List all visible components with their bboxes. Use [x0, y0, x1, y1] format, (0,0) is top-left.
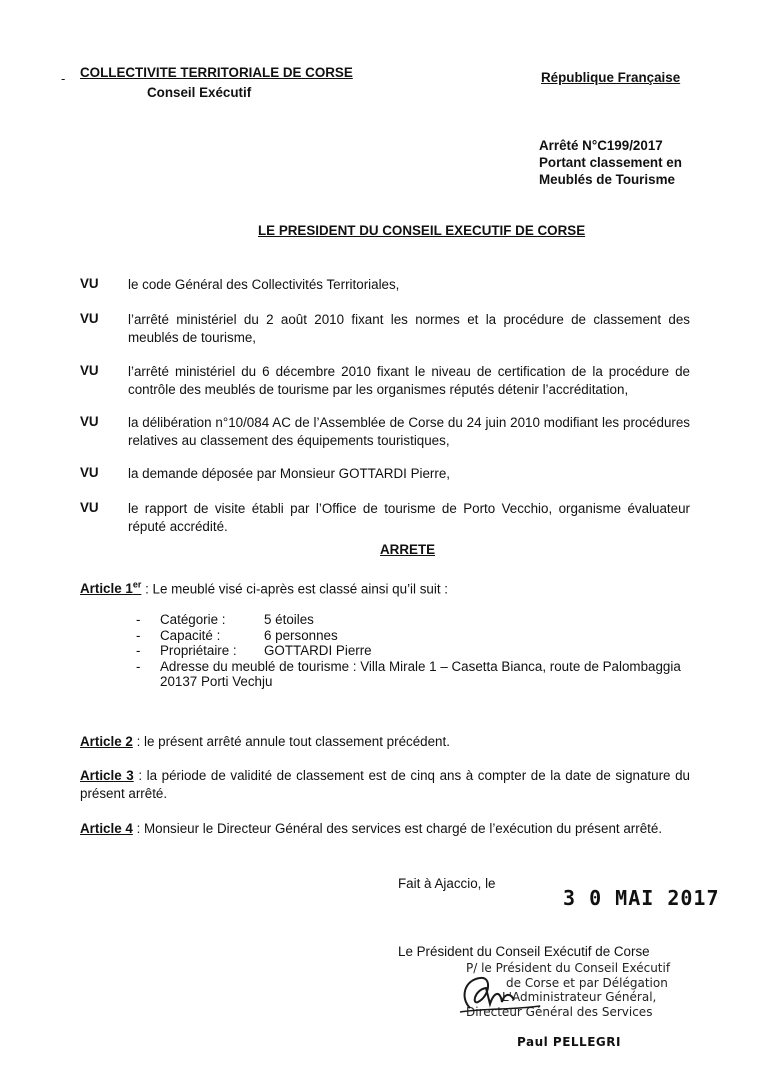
stamp-line-4: Directeur Général des Services — [466, 1004, 653, 1019]
category-label: Catégorie : — [160, 612, 226, 627]
capacity-label: Capacité : — [160, 627, 221, 643]
decree-subject-line-2: Meublés de Tourisme — [539, 172, 675, 187]
consideration-text: l’arrêté ministériel du 6 décembre 2010 fixant le niveau de certification de la procédure de contrôle des meublés de tourisme par les organismes réputés détenir l’accréditation, — [128, 364, 690, 397]
consideration-text: le code Général des Collectivités Territoriales, — [128, 277, 400, 292]
margin-dash: - — [61, 71, 66, 86]
article-1-label: Article 1er — [80, 580, 142, 597]
organization-subtitle: Conseil Exécutif — [147, 85, 252, 100]
signatory-title: Le Président du Conseil Exécutif de Corse — [398, 944, 650, 959]
vu-label: VU — [80, 311, 99, 326]
article-4-text: : Monsieur le Directeur Général des services est chargé de l’exécution du présent arrêté. — [132, 821, 663, 836]
president-title: LE PRESIDENT DU CONSEIL EXECUTIF DE CORSE — [258, 223, 586, 238]
article-2 — [80, 733, 690, 751]
owner-value: GOTTARDI Pierre — [264, 643, 372, 658]
owner-label: Propriétaire : — [160, 643, 237, 658]
stamp-line-2: de Corse et par Délégation — [506, 975, 668, 990]
article-3-label: Article 3 — [80, 768, 134, 783]
consideration-text: la délibération n°10/084 AC de l’Assemblée de Corse du 24 juin 2010 modifiant les procédures relatives au classement des équipements touristiques, — [128, 415, 690, 448]
article-2-text: : le présent arrêté annule tout classement précédent. — [132, 734, 450, 749]
article-4-label: Article 4 — [80, 821, 133, 836]
address-line-2: 20137 Porti Vechju — [160, 674, 273, 689]
detail-capacity: - Capacité : 6 personnes — [136, 627, 338, 643]
republic-header: République Française — [541, 70, 681, 85]
vu-label: VU — [80, 500, 99, 515]
organization-title: COLLECTIVITE TERRITORIALE DE CORSE — [80, 65, 353, 80]
classification-details — [136, 612, 696, 690]
vu-label: VU — [80, 276, 99, 291]
date-stamp: 3 0 MAI 2017 — [563, 886, 720, 910]
decree-reference — [539, 137, 682, 188]
decree-number: Arrêté N°C199/2017 — [539, 138, 663, 153]
article-3-text: : la période de validité de classement est de cinq ans à compter de la date de signature du présent arrêté. — [80, 768, 690, 801]
address-line-1: Adresse du meublé de tourisme : Villa Mirale 1 – Casetta Bianca, route de Palombaggia — [160, 658, 681, 674]
stamp-line-1: P/ le Président du Conseil Exécutif — [466, 961, 671, 975]
consideration-text: la demande déposée par Monsieur GOTTARDI Pierre, — [128, 466, 451, 481]
stamp-line-3: L'Administrateur Général, — [502, 990, 657, 1004]
vu-label: VU — [80, 465, 99, 480]
consideration-text: l’arrêté ministériel du 2 août 2010 fixant les normes et la procédure de classement des meublés de tourisme, — [128, 312, 690, 345]
article-4 — [80, 820, 690, 838]
signatory-name: Paul PELLEGRI — [517, 1035, 621, 1049]
category-value: 5 étoiles — [264, 612, 314, 627]
article-1 — [80, 577, 690, 598]
consideration-text: le rapport de visite établi par l’Office de tourisme de Porto Vecchio, organisme évaluateur réputé accrédité. — [128, 501, 690, 534]
detail-owner: - Propriétaire : GOTTARDI Pierre — [136, 643, 372, 658]
detail-address: - Adresse du meublé de tourisme : Villa Mirale 1 – Casetta Bianca, route de Palombaggia 20137 Porti Vechju — [136, 659, 696, 690]
vu-label: VU — [80, 414, 99, 429]
article-2-label: Article 2 — [80, 734, 133, 749]
handwritten-signature — [456, 968, 546, 1018]
capacity-value: 6 personnes — [264, 627, 338, 643]
detail-category: - Catégorie : 5 étoiles — [136, 612, 314, 627]
article-1-text: : Le meublé visé ci-après est classé ainsi qu’il suit : — [141, 581, 448, 597]
article-3 — [80, 767, 690, 802]
decree-subject-line-1: Portant classement en — [539, 155, 682, 170]
vu-label: VU — [80, 363, 99, 378]
place-of-signature: Fait à Ajaccio, le — [398, 876, 496, 891]
arrete-title: ARRETE — [380, 542, 436, 557]
